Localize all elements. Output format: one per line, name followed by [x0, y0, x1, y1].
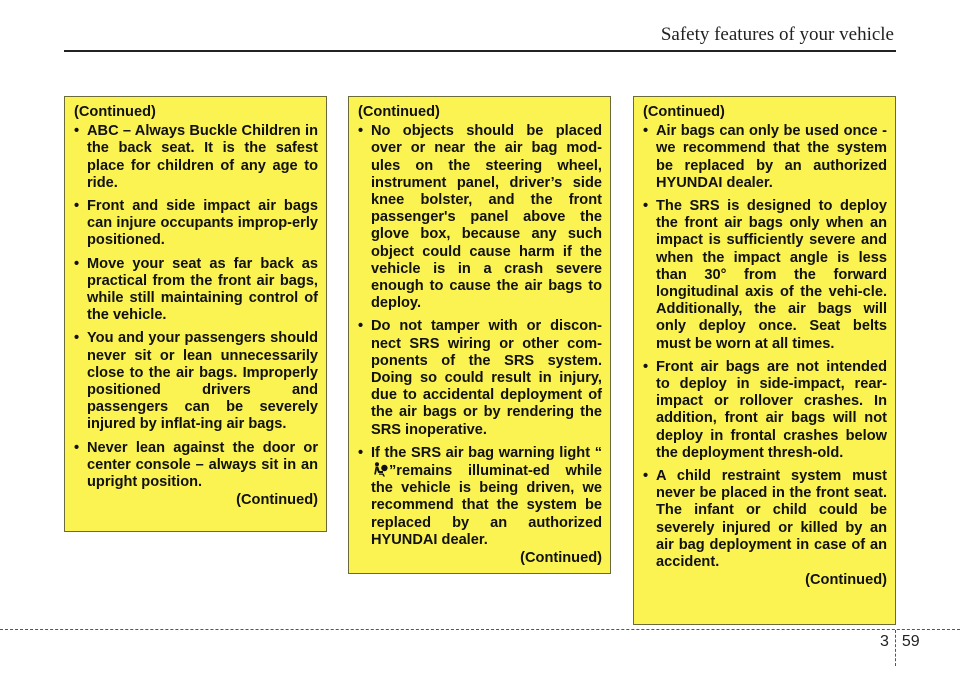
- list-item: • Front and side impact air bags can injure occupants improp-erly positioned.: [74, 198, 318, 250]
- list-item: • ABC – Always Buckle Children in the back seat. It is the safest place for children of any age to ride.: [74, 123, 318, 192]
- caution-list: [358, 123, 602, 549]
- continued-label-top: (Continued): [358, 104, 440, 120]
- caution-list: [643, 123, 887, 571]
- continued-label-bottom: (Continued): [520, 550, 602, 567]
- caution-panel-middle: [348, 96, 611, 574]
- page-number-value: 59: [901, 633, 920, 650]
- page-number: [880, 633, 920, 666]
- list-item: • Air bags can only be used once - we recommend that the system be replaced by an authorized HYUNDAI dealer.: [643, 123, 887, 192]
- page-header-title: Safety features of your vehicle: [660, 24, 894, 45]
- caution-list: [74, 123, 318, 491]
- continued-label-top: (Continued): [74, 104, 156, 120]
- continued-label-top: (Continued): [643, 104, 725, 120]
- airbag-warning-icon: [372, 462, 388, 477]
- list-item: • Move your seat as far back as practical from the front air bags, while still maintaining control of the vehicle.: [74, 256, 318, 325]
- list-item: • You and your passengers should never sit or lean unnecessarily close to the air bags. Improperly positioned drivers and passengers can be severely injured by inflat-ing air bags.: [74, 330, 318, 433]
- caution-panel-right: [633, 96, 896, 625]
- warning-text-after: ”remains illuminat-ed while the vehicle is being driven, we recommend that the system be replaced by an authorized HYUNDAI dealer.: [371, 463, 602, 548]
- caution-panel-left: [64, 96, 327, 532]
- list-item-airbag-warning: [358, 445, 602, 549]
- list-item: • A child restraint system must never be placed in the front seat. The infant or child could be severely injured or killed by an air bag deployment in case of an accident.: [643, 468, 887, 571]
- warning-text-before: If the SRS air bag warning light “: [371, 444, 602, 461]
- header-rule: [64, 50, 896, 52]
- continued-label-bottom: (Continued): [236, 492, 318, 509]
- continued-label-bottom: (Continued): [805, 572, 887, 589]
- list-item: • No objects should be placed over or near the air bag mod-ules on the steering wheel, instrument panel, driver’s side knee bolster, and the front passenger's panel above the glove box, because any such object could cause harm if the vehicle is in a crash severe enough to cause the air bags to deploy.: [358, 123, 602, 312]
- list-item: • Never lean against the door or center console – always sit in an upright position.: [74, 440, 318, 492]
- list-item: • The SRS is designed to deploy the front air bags only when an impact is sufficiently severe and when the impact angle is less than 30° from the forward longitudinal axis of the vehi-cle. Additionally, the air bags will only deploy once. Seat belts must be worn at all times.: [643, 198, 887, 353]
- footer-rule: [0, 629, 960, 630]
- list-item: • Front air bags are not intended to deploy in side-impact, rear-impact or rollover crashes. In addition, front air bags will not deploy in frontal crashes below the deployment thresh-old.: [643, 359, 887, 462]
- chapter-number: 3: [880, 633, 889, 650]
- list-item: • Do not tamper with or discon-nect SRS wiring or other com-ponents of the SRS system. Doing so could result in injury, due to accidental deployment of the air bags or by rendering the SRS inoperative.: [358, 318, 602, 438]
